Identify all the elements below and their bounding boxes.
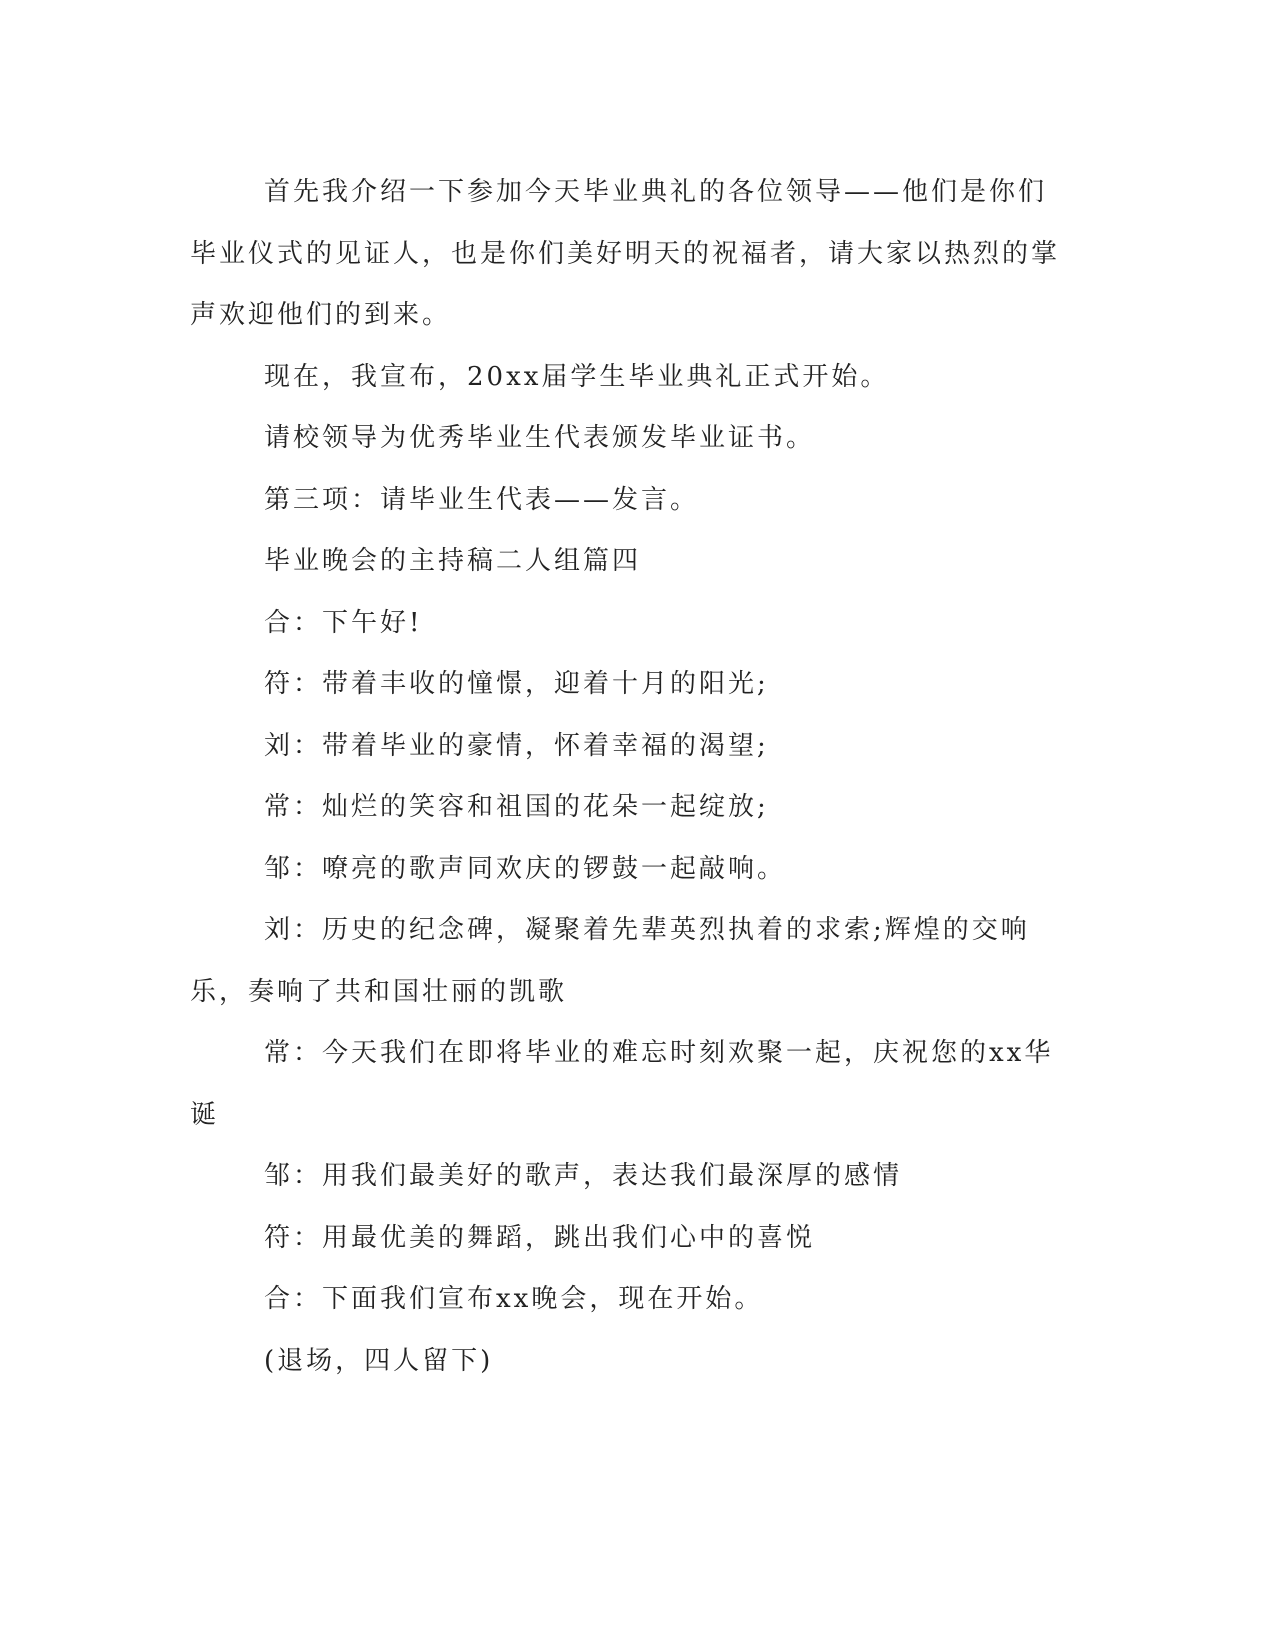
dialogue-line: 邹：嘹亮的歌声同欢庆的锣鼓一起敲响。 bbox=[264, 853, 787, 884]
section-heading: 毕业晚会的主持稿二人组篇四 bbox=[264, 546, 642, 576]
paragraph-ceremony-start: 现在，我宣布，20xx届学生毕业典礼正式开始。 bbox=[264, 361, 890, 392]
dialogue-line: 常：今天我们在即将毕业的难忘时刻欢聚一起，庆祝您的xx华诞 bbox=[190, 1038, 1054, 1130]
paragraph-intro-leaders: 首先我介绍一下参加今天毕业典礼的各位领导——他们是你们毕业仪式的见证人，也是你们美好明天的祝福者，请大家以热烈的掌声欢迎他们的到来。 bbox=[190, 177, 1061, 330]
dialogue-line: 合：下面我们宣布xx晚会，现在开始。 bbox=[264, 1284, 764, 1314]
stage-direction: (退场，四人留下) bbox=[264, 1345, 494, 1376]
dialogue-line: 刘：带着毕业的豪情，怀着幸福的渴望; bbox=[264, 730, 769, 761]
dialogue-line: 刘：历史的纪念碑，凝聚着先辈英烈执着的求索;辉煌的交响乐，奏响了共和国壮丽的凯歌 bbox=[190, 915, 1030, 1007]
dialogue-line: 常：灿烂的笑容和祖国的花朵一起绽放; bbox=[264, 792, 769, 822]
paragraph-item-three: 第三项：请毕业生代表——发言。 bbox=[264, 484, 700, 515]
document-body bbox=[190, 162, 1070, 1392]
dialogue-line: 符：用最优美的舞蹈，跳出我们心中的喜悦 bbox=[264, 1222, 816, 1253]
paragraph-certificates: 请校领导为优秀毕业生代表颁发毕业证书。 bbox=[264, 423, 816, 453]
dialogue-line: 符：带着丰收的憧憬，迎着十月的阳光; bbox=[264, 669, 769, 699]
dialogue-line: 邹：用我们最美好的歌声，表达我们最深厚的感情 bbox=[264, 1161, 903, 1191]
dialogue-line: 合：下午好! bbox=[264, 607, 423, 638]
